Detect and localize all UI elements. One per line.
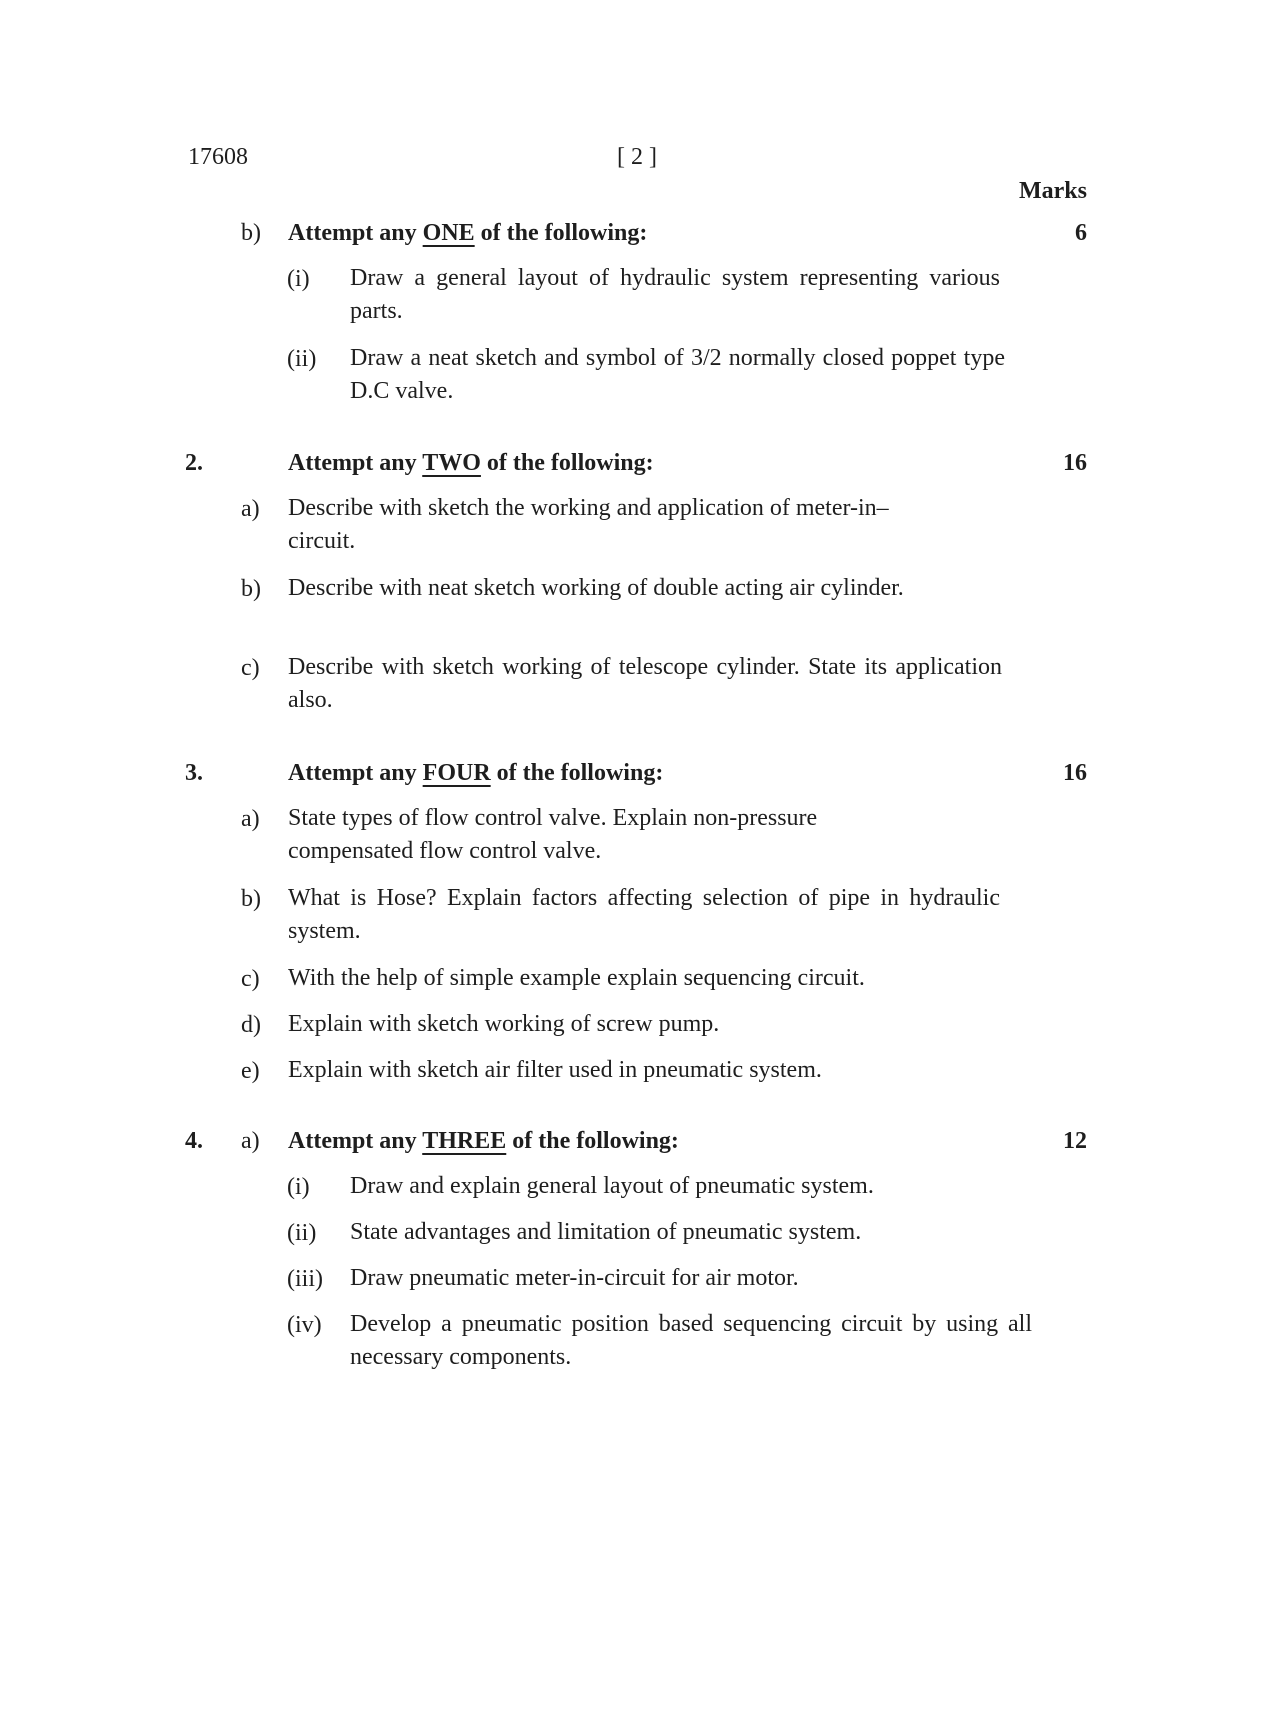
marks-value: 16: [1063, 760, 1087, 786]
item-label: (ii): [287, 346, 317, 372]
item-label: b): [241, 886, 261, 912]
item-text: Draw pneumatic meter-in-circuit for air motor.: [350, 1265, 799, 1291]
item-label: a): [241, 806, 260, 832]
paper-code: 17608: [188, 144, 248, 170]
heading-text: Attempt any TWO of the following:: [288, 450, 654, 476]
item-label: c): [241, 655, 260, 681]
question-number: 2.: [185, 450, 203, 476]
heading-text: Attempt any ONE of the following:: [288, 220, 648, 246]
marks-header: Marks: [1019, 178, 1087, 204]
item-text: Develop a pneumatic position based sequencing circuit by using all necessary components.: [350, 1311, 1032, 1370]
item-text: Explain with sketch air filter used in pneumatic system.: [288, 1057, 822, 1083]
subpart-label: a): [241, 1128, 260, 1154]
marks-value: 16: [1063, 450, 1087, 476]
item-text: What is Hose? Explain factors affecting selection of pipe in hydraulic system.: [288, 885, 1000, 944]
item-label: a): [241, 496, 260, 522]
item-label: (i): [287, 266, 310, 292]
item-label: b): [241, 576, 261, 602]
item-label: (i): [287, 1174, 310, 1200]
item-label: e): [241, 1058, 260, 1084]
question-number: 3.: [185, 760, 203, 786]
marks-value: 6: [1075, 220, 1087, 246]
item-text: Describe with sketch the working and application of meter-in–circuit.: [288, 495, 889, 554]
item-label: (iv): [287, 1312, 322, 1338]
question-number: 4.: [185, 1128, 203, 1154]
item-text: State advantages and limitation of pneumatic system.: [350, 1219, 862, 1245]
heading-text: Attempt any FOUR of the following:: [288, 760, 664, 786]
item-text: Draw a general layout of hydraulic system representing various parts.: [350, 265, 1000, 324]
item-text: Describe with neat sketch working of double acting air cylinder.: [288, 575, 904, 601]
item-label: c): [241, 966, 260, 992]
item-text: With the help of simple example explain sequencing circuit.: [288, 965, 865, 991]
marks-value: 12: [1063, 1128, 1087, 1154]
subpart-label: b): [241, 220, 261, 246]
item-text: Draw a neat sketch and symbol of 3/2 normally closed poppet type D.C valve.: [350, 345, 1005, 404]
item-label: (ii): [287, 1220, 317, 1246]
item-text: State types of flow control valve. Explain non-pressure compensated flow control valve.: [288, 805, 818, 864]
item-text: Describe with sketch working of telescope cylinder. State its application also.: [288, 654, 1002, 713]
item-text: Explain with sketch working of screw pump.: [288, 1011, 720, 1037]
item-label: d): [241, 1012, 261, 1038]
item-label: (iii): [287, 1266, 323, 1292]
item-text: Draw and explain general layout of pneumatic system.: [350, 1173, 874, 1199]
heading-text: Attempt any THREE of the following:: [288, 1128, 679, 1154]
page-number: [ 2 ]: [617, 144, 657, 170]
